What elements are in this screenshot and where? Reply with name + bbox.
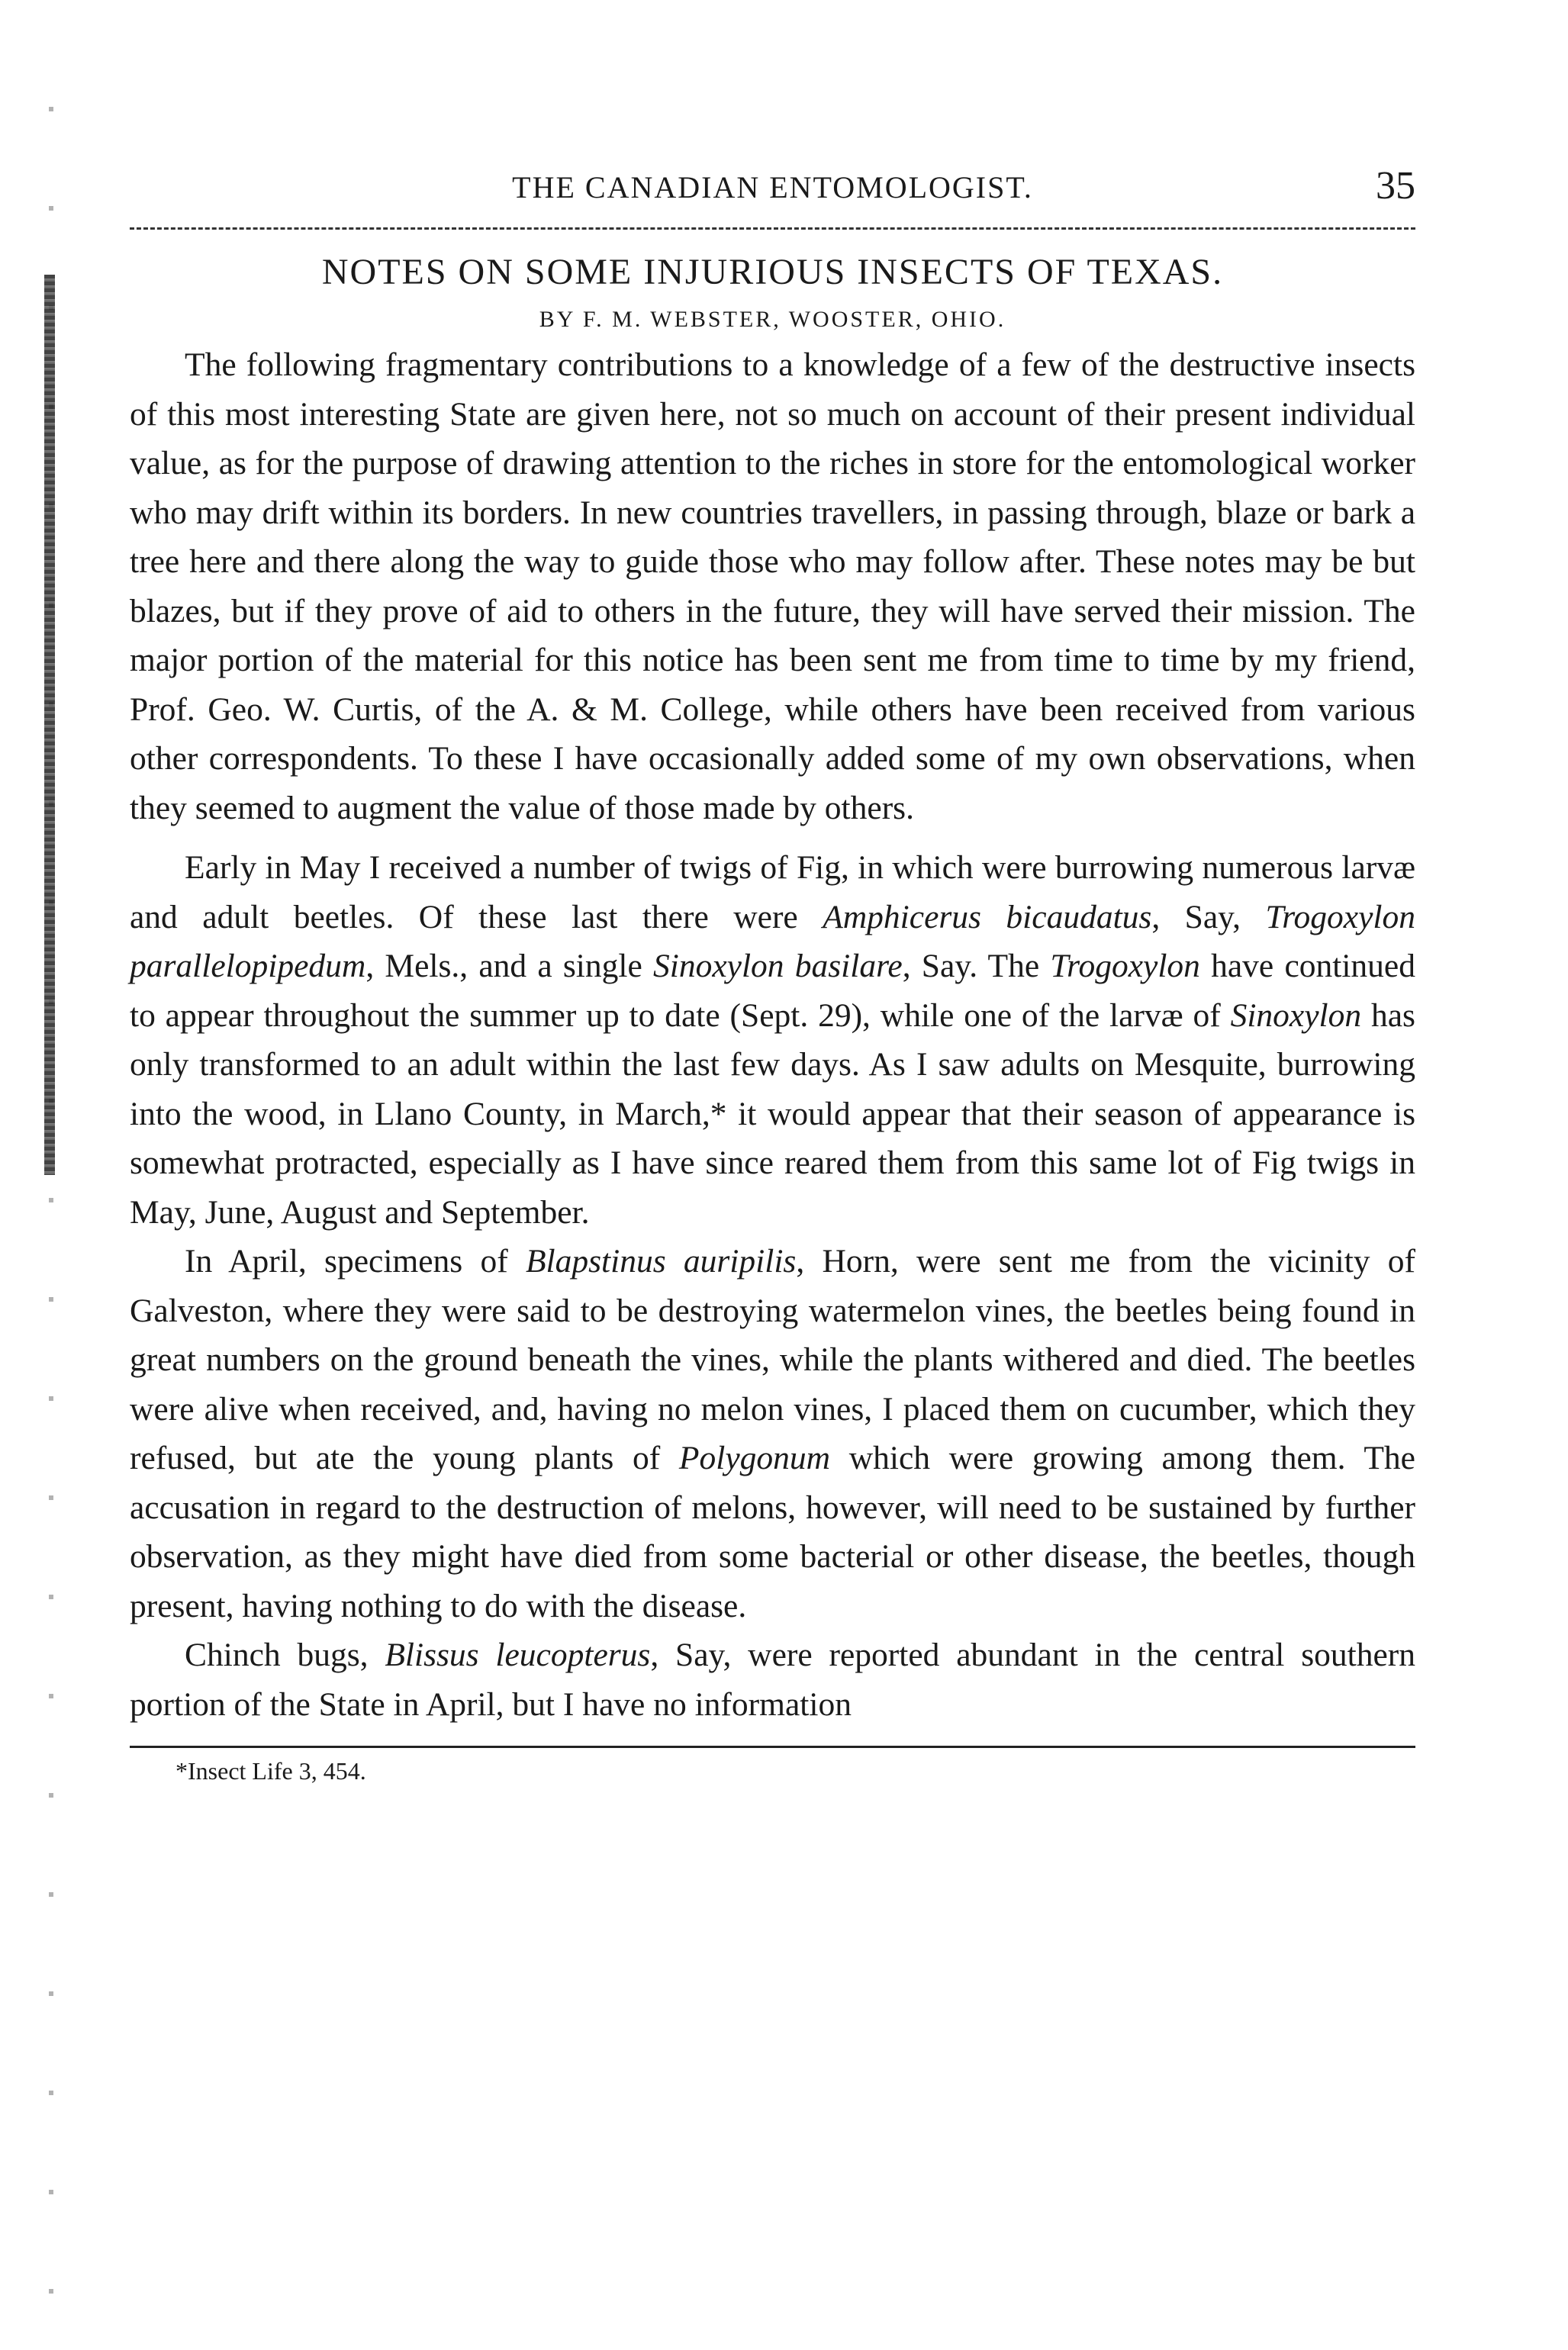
species-name: Blissus leucopterus bbox=[385, 1637, 651, 1673]
genus-name: Sinoxylon bbox=[1230, 996, 1362, 1034]
text-run: Early in May I received a number of twigs of Fig, in which were burrowing numerous larvæ and adult beetles. Of these last there were bbox=[130, 849, 1415, 935]
paragraph-4 bbox=[130, 1631, 1415, 1729]
paragraph-3 bbox=[130, 1237, 1415, 1631]
species-name: Amphicerus bicaudatus bbox=[823, 898, 1152, 935]
species-name: Blapstinus auripilis bbox=[525, 1243, 797, 1280]
genus-name: Trogoxylon bbox=[1050, 948, 1200, 984]
byline: BY F. M. WEBSTER, WOOSTER, OHIO. bbox=[539, 307, 1006, 332]
page-number: 35 bbox=[1376, 164, 1415, 208]
text-run: Chinch bugs, bbox=[185, 1637, 385, 1673]
text-run: , Say, bbox=[1151, 898, 1266, 935]
text-run: , Say. The bbox=[902, 948, 1051, 984]
page bbox=[130, 160, 1415, 1785]
text-run: , Mels., and a single bbox=[365, 948, 653, 984]
paragraph-2 bbox=[130, 843, 1415, 1237]
text-run: In April, specimens of bbox=[185, 1243, 526, 1280]
text-run: which were growing among them. The accusation in regard to the destruction of melons, however, will need to be sustained by further observation, as they might have died from some bacterial or other disease, the beetles, though present, having nothing to do with the disease. bbox=[130, 1440, 1415, 1624]
text-run: has only transformed to an adult within the last few days. As I saw adults on Mesquite, burrowing into the wood, in Llano County, in March,* it would appear that their season of appearance is somewhat protracted, especially as I have since reared them from this same lot of Fig twigs in May, June, August and September. bbox=[130, 996, 1415, 1231]
article-title: NOTES ON SOME INJURIOUS INSECTS OF TEXAS. bbox=[321, 252, 1224, 292]
running-head bbox=[130, 160, 1415, 214]
footnote: *Insect Life 3, 454. bbox=[175, 1757, 366, 1785]
binding-edge bbox=[44, 275, 55, 1175]
text-run: , Say, were reported abundant in the central southern portion of the State in April, but I have no information bbox=[130, 1637, 1415, 1723]
header-rule bbox=[130, 227, 1415, 230]
species-name: Sinoxylon basilare bbox=[653, 948, 903, 984]
text-run: , Horn, were sent me from the vicinity of Galveston, where they were said to be destroying watermelon vines, the beetles being found in great numbers on the ground beneath the vines, while the plants withered and died. The beetles were alive when received, and, having no melon vines, I placed them on cucumber, which they refused, but ate the young plants of bbox=[130, 1243, 1416, 1476]
running-title: THE CANADIAN ENTOMOLOGIST. bbox=[512, 170, 1033, 204]
text-run: have continued to appear throughout the summer up to date (Sept. 29), while one of the larvæ of bbox=[130, 948, 1415, 1034]
genus-name: Polygonum bbox=[678, 1440, 831, 1476]
species-name: Trogoxylon parallelopipedum bbox=[130, 898, 1415, 984]
footnote-rule bbox=[130, 1746, 1415, 1748]
paragraph-1: The following fragmentary contributions to a knowledge of a few of the destructive insects of this most interesting State are given here, not so much on account of their present individual value, as for the purpose of drawing attention to the riches in store for the entomological worker who may drift within its borders. In new countries travellers, in passing through, blaze or bark a tree here and there along the way to guide those who may follow after. These notes may be but blazes, but if they prove of aid to others in the future, they will have served their mission. The major portion of the material for this notice has been sent me from time to time by my friend, Prof. Geo. W. Curtis, of the A. & M. College, while others have been received from various other correspondents. To these I have occasionally added some of my own observations, when they seemed to augment the value of those made by others. bbox=[130, 346, 1415, 826]
